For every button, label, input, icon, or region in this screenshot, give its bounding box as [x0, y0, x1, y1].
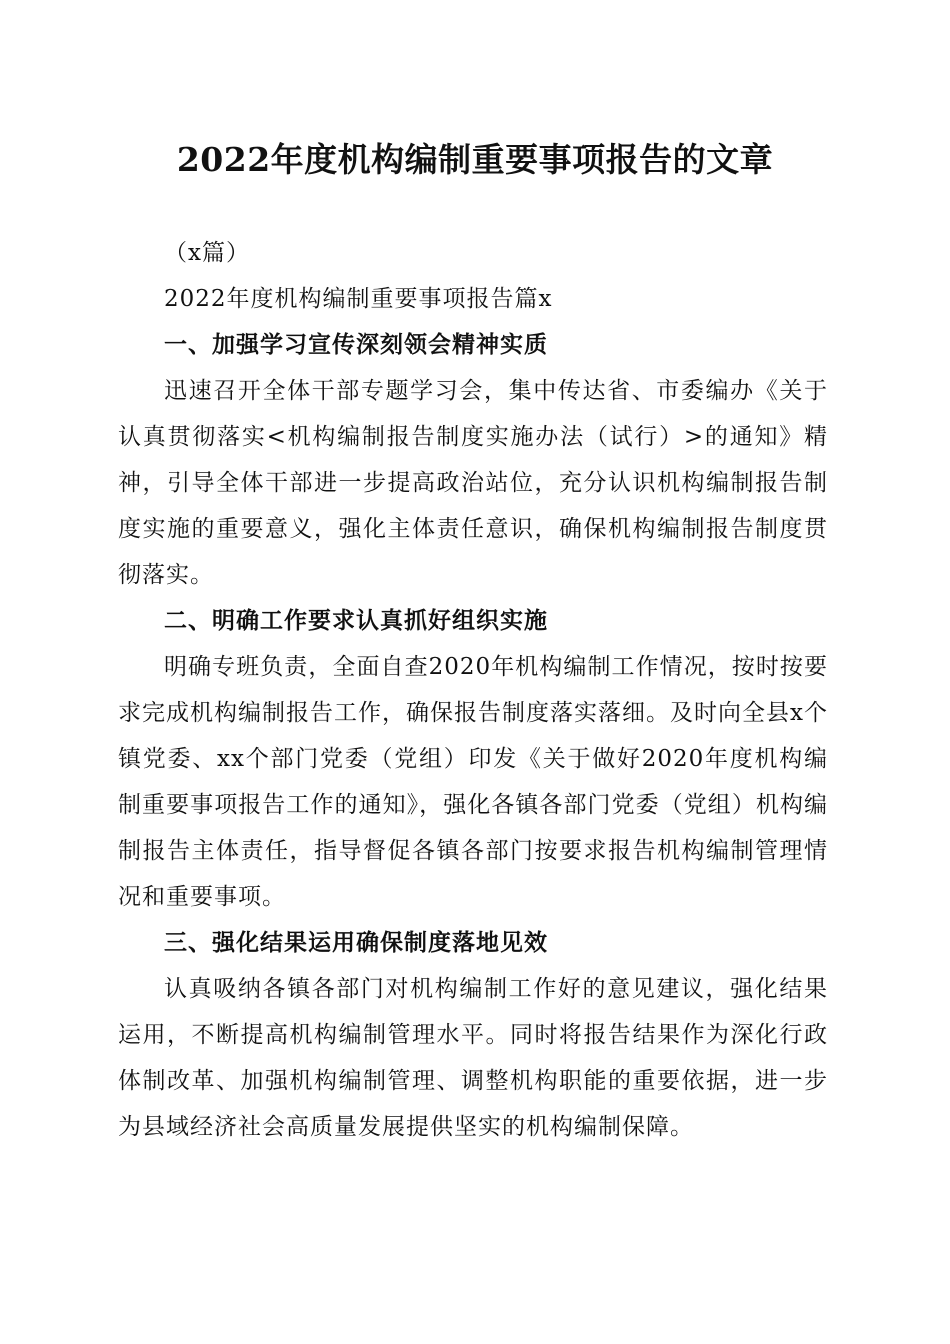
- document-body: [118, 230, 828, 1150]
- section-1-paragraph: 迅速召开全体干部专题学习会，集中传达省、市委编办《关于认真贯彻落实<机构编制报告制度实施办法（试行）>的通知》精神，引导全体干部进一步提高政治站位，充分认识机构编制报告制度实施的重要意义，强化主体责任意识，确保机构编制报告制度贯彻落实。: [118, 378, 828, 588]
- document-subtitle: 2022年度机构编制重要事项报告篇x: [164, 286, 553, 312]
- section-1-heading: 一、加强学习宣传深刻领会精神实质: [164, 332, 548, 358]
- document-title: 2022年度机构编制重要事项报告的文章: [176, 140, 774, 179]
- section-count-label: （x篇）: [164, 240, 250, 266]
- section-3-heading: 三、强化结果运用确保制度落地见效: [164, 930, 548, 956]
- section-2-paragraph: 明确专班负责，全面自查2020年机构编制工作情况，按时按要求完成机构编制报告工作，确保报告制度落实落细。及时向全县x个镇党委、xx个部门党委（党组）印发《关于做好2020年度机构编制重要事项报告工作的通知》，强化各镇各部门党委（党组）机构编制报告主体责任，指导督促各镇各部门按要求报告机构编制管理情况和重要事项。: [118, 654, 828, 910]
- section-3-paragraph: 认真吸纳各镇各部门对机构编制工作好的意见建议，强化结果运用，不断提高机构编制管理水平。同时将报告结果作为深化行政体制改革、加强机构编制管理、调整机构职能的重要依据，进一步为县域经济社会高质量发展提供坚实的机构编制保障。: [118, 976, 828, 1140]
- section-2-heading: 二、明确工作要求认真抓好组织实施: [164, 608, 548, 634]
